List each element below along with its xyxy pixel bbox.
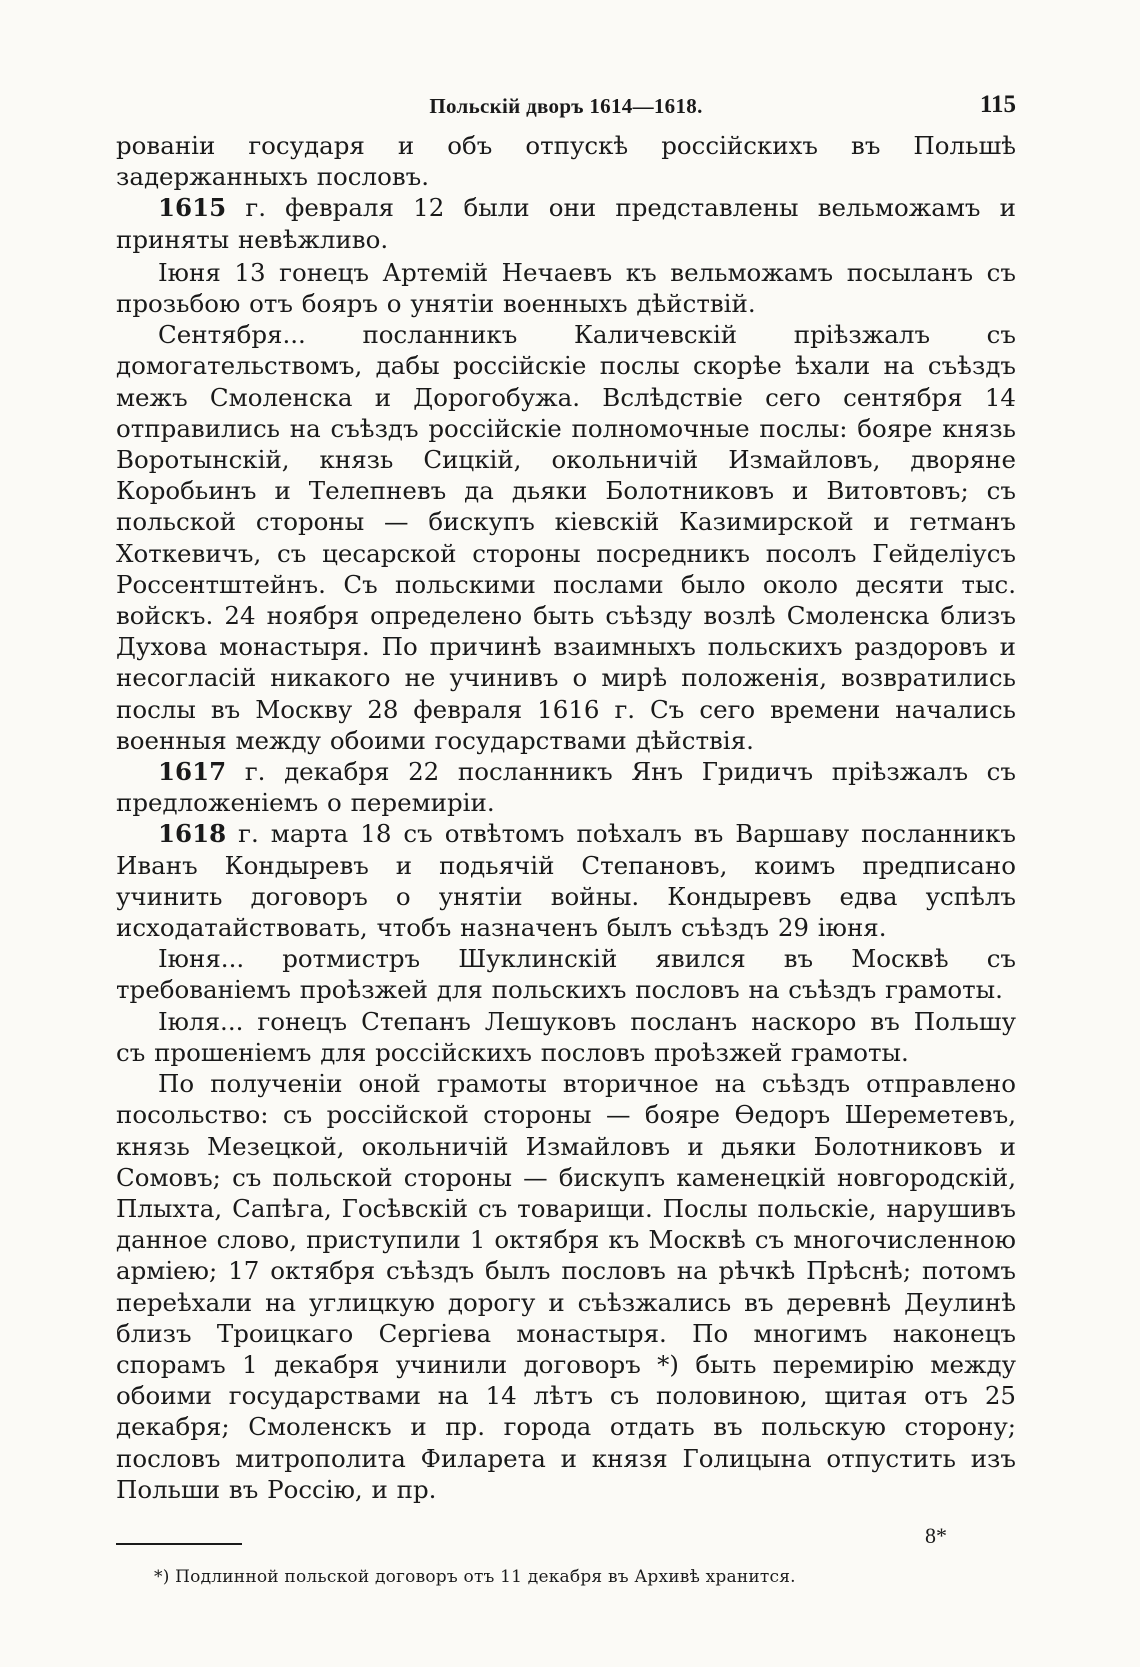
running-title: Польскій дворъ 1614—1618. [429, 94, 703, 118]
footnote-rule [116, 1543, 242, 1545]
paragraph: рованіи государя и объ отпускѣ россійскихъ въ Польшѣ задержанныхъ пословъ. [116, 131, 1016, 192]
paragraph: 1617 г. декабря 22 посланникъ Янъ Гридичъ пріѣзжалъ съ предложеніемъ о перемиріи. [116, 757, 1016, 818]
paragraph: Сентября... посланникъ Каличевскій пріѣзжалъ съ домогательствомъ, дабы россійскіе послы скорѣе ѣхали на съѣздъ межъ Смоленска и Дорогобужа. Вслѣдствіе сего сентября 14 отправились на съѣздъ россійскіе полномочные послы: бояре князь Воротынскій, князь Сицкій, окольничій Измайловъ, дворяне Коробьинъ и Телепневъ да дьяки Болотниковъ и Витовтовъ; съ польской стороны — бискупъ кіевскій Казимирской и гетманъ Хоткевичъ, съ цесарской стороны посредникъ посолъ Гейделіусъ Россентштейнъ. Съ польскими послами было около десяти тыс. войскъ. 24 ноября определено быть съѣзду возлѣ Смоленска близъ Духова монастыря. По причинѣ взаимныхъ польскихъ раздоровъ и несогласій никакого не учинивъ о мирѣ положенія, возвратились послы въ Москву 28 февраля 1616 г. Съ сего времени начались военныя между обоими государствами дѣйствія. [116, 320, 1016, 755]
book-page [116, 91, 1016, 1589]
paragraph: 1618 г. марта 18 съ отвѣтомъ поѣхалъ въ Варшаву посланникъ Иванъ Кондыревъ и подьячій Степановъ, коимъ предписано учинить договоръ о унятіи войны. Кондыревъ едва успѣлъ исходатайствовать, чтобъ назначенъ былъ съѣздъ 29 іюня. [116, 819, 1016, 943]
year-label: 1618 [158, 819, 227, 849]
paragraph: Іюля... гонецъ Степанъ Лешуковъ посланъ наскоро въ Польшу съ прошеніемъ для россійскихъ пословъ проѣзжей грамоты. [116, 1006, 1016, 1067]
paragraph: Іюня... ротмистръ Шуклинскій явился въ Москвѣ съ требованіемъ проѣзжей для польскихъ пословъ на съѣздъ грамоты. [116, 944, 1016, 1005]
paragraph: 1615 г. февраля 12 были они представлены вельможамъ и приняты невѣжливо. [116, 193, 1016, 254]
running-head [116, 91, 1016, 130]
paragraph: По полученіи оной грамоты вторичное на съѣздъ отправлено посольство: съ россійской стороны — бояре Ѳедоръ Шереметевъ, князь Мезецкой, окольничій Измайловъ и дьяки Болотниковъ и Сомовъ; съ польской стороны — бискупъ каменецкій новгородскій, Плыхта, Сапѣга, Госѣвскій съ товарищи. Послы польскіе, нарушивъ данное слово, приступили 1 октября къ Москвѣ съ многочисленною арміею; 17 октября съѣздъ былъ пословъ на рѣчкѣ Прѣснѣ; потомъ переѣхали на углицкую дорогу и съѣзжались въ деревнѣ Деулинѣ близъ Троицкаго Сергіева монастыря. По многимъ наконецъ спорамъ 1 декабря учинили договоръ *) быть перемирію между обоими государствами на 14 лѣтъ съ половиною, щитая отъ 25 декабря; Смоленскъ и пр. города отдать въ польскую сторону; пословъ митрополита Филарета и князя Голицына отпустить изъ Польши въ Россію, и пр. [116, 1069, 1016, 1504]
year-label: 1617 [158, 757, 227, 787]
page-number: 115 [979, 91, 1016, 118]
footnote: *) Подлинной польской договоръ отъ 11 декабря въ Архивѣ хранится. [154, 1566, 796, 1587]
signature-mark: 8* [925, 1523, 947, 1548]
year-label: 1615 [158, 193, 227, 223]
paragraph: Іюня 13 гонецъ Артемій Нечаевъ къ вельможамъ посыланъ съ прозьбою отъ бояръ о унятіи военныхъ дѣйствій. [116, 257, 1016, 319]
body-text [116, 130, 1016, 1505]
